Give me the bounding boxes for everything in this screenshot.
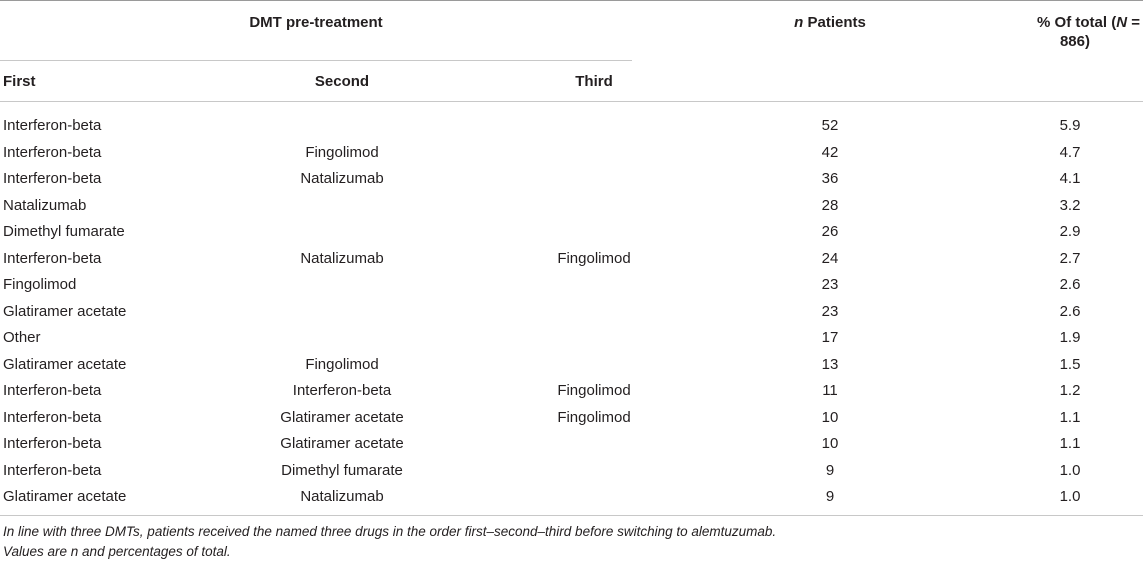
cell-n: 11 (822, 382, 838, 399)
cell-pct: 1.2 (1059, 382, 1081, 399)
cell-n: 23 (821, 276, 839, 293)
cell-first: Natalizumab (3, 197, 87, 214)
cell-third: Fingolimod (557, 250, 631, 267)
cell-pct: 4.7 (1059, 144, 1081, 161)
footnote-line-2: Values are n and percentages of total. (3, 544, 231, 559)
cell-first: Interferon-beta (3, 117, 102, 134)
cell-pct: 1.5 (1059, 356, 1081, 373)
cell-first: Interferon-beta (3, 144, 102, 161)
n-italic: n (794, 14, 804, 31)
cell-first: Interferon-beta (3, 409, 102, 426)
cell-n: 9 (825, 462, 835, 479)
cell-first: Dimethyl fumarate (3, 223, 125, 240)
cell-first: Interferon-beta (3, 250, 102, 267)
cell-n: 10 (821, 435, 839, 452)
col-third-header: Third (575, 73, 613, 90)
cell-n: 42 (821, 144, 839, 161)
cell-n: 36 (821, 170, 839, 187)
cell-pct: 3.2 (1059, 197, 1081, 214)
cell-pct: 1.1 (1059, 409, 1081, 426)
cell-third: Fingolimod (557, 409, 631, 426)
cell-second: Natalizumab (300, 170, 384, 187)
cell-second: Natalizumab (300, 488, 384, 505)
cell-second: Fingolimod (305, 356, 379, 373)
cell-first: Interferon-beta (3, 170, 102, 187)
cell-n: 24 (821, 250, 839, 267)
cell-pct: 2.7 (1059, 250, 1081, 267)
cell-pct: 2.9 (1059, 223, 1081, 240)
cell-second: Interferon-beta (292, 382, 392, 399)
cell-first: Interferon-beta (3, 462, 102, 479)
table-bottom-rule (0, 515, 1143, 516)
cell-second: Natalizumab (300, 250, 384, 267)
cell-n: 28 (821, 197, 839, 214)
cell-n: 23 (821, 303, 839, 320)
cell-n: 13 (821, 356, 839, 373)
cell-first: Glatiramer acetate (3, 488, 127, 505)
cell-second: Dimethyl fumarate (281, 462, 403, 479)
cell-first: Interferon-beta (3, 382, 102, 399)
footnote-line-1: In line with three DMTs, patients received the named three drugs in the order first–second–third before switching to alemtuzumab. (3, 524, 777, 539)
pct-header-suffix: = (1127, 14, 1140, 31)
cell-first: Interferon-beta (3, 435, 102, 452)
cell-pct: 2.6 (1059, 303, 1081, 320)
group-header: DMT pre-treatment (249, 14, 383, 31)
cell-first: Glatiramer acetate (3, 303, 127, 320)
cell-n: 17 (821, 329, 839, 346)
cell-n: 9 (825, 488, 835, 505)
cell-pct: 1.1 (1059, 435, 1081, 452)
cell-pct: 4.1 (1059, 170, 1081, 187)
pct-header-italic: N (1116, 14, 1128, 31)
cell-pct: 2.6 (1059, 276, 1081, 293)
col-first-header: First (3, 73, 36, 90)
cell-n: 10 (821, 409, 839, 426)
n-header-rest: Patients (803, 14, 866, 31)
cell-first: Glatiramer acetate (3, 356, 127, 373)
cell-second: Glatiramer acetate (280, 435, 404, 452)
cell-n: 26 (821, 223, 839, 240)
cell-pct: 1.0 (1059, 462, 1081, 479)
cell-third: Fingolimod (557, 382, 631, 399)
pct-header-prefix: % Of total ( (1037, 14, 1117, 31)
cell-second: Glatiramer acetate (280, 409, 404, 426)
col-second-header: Second (314, 73, 370, 90)
cell-n: 52 (821, 117, 839, 134)
cell-pct: 1.0 (1059, 488, 1081, 505)
pct-header-line2: 886) (1059, 33, 1090, 50)
cell-first: Fingolimod (3, 276, 77, 293)
cell-pct: 1.9 (1059, 329, 1081, 346)
cell-pct: 5.9 (1059, 117, 1081, 134)
cell-second: Fingolimod (305, 144, 379, 161)
cell-first: Other (3, 329, 41, 346)
